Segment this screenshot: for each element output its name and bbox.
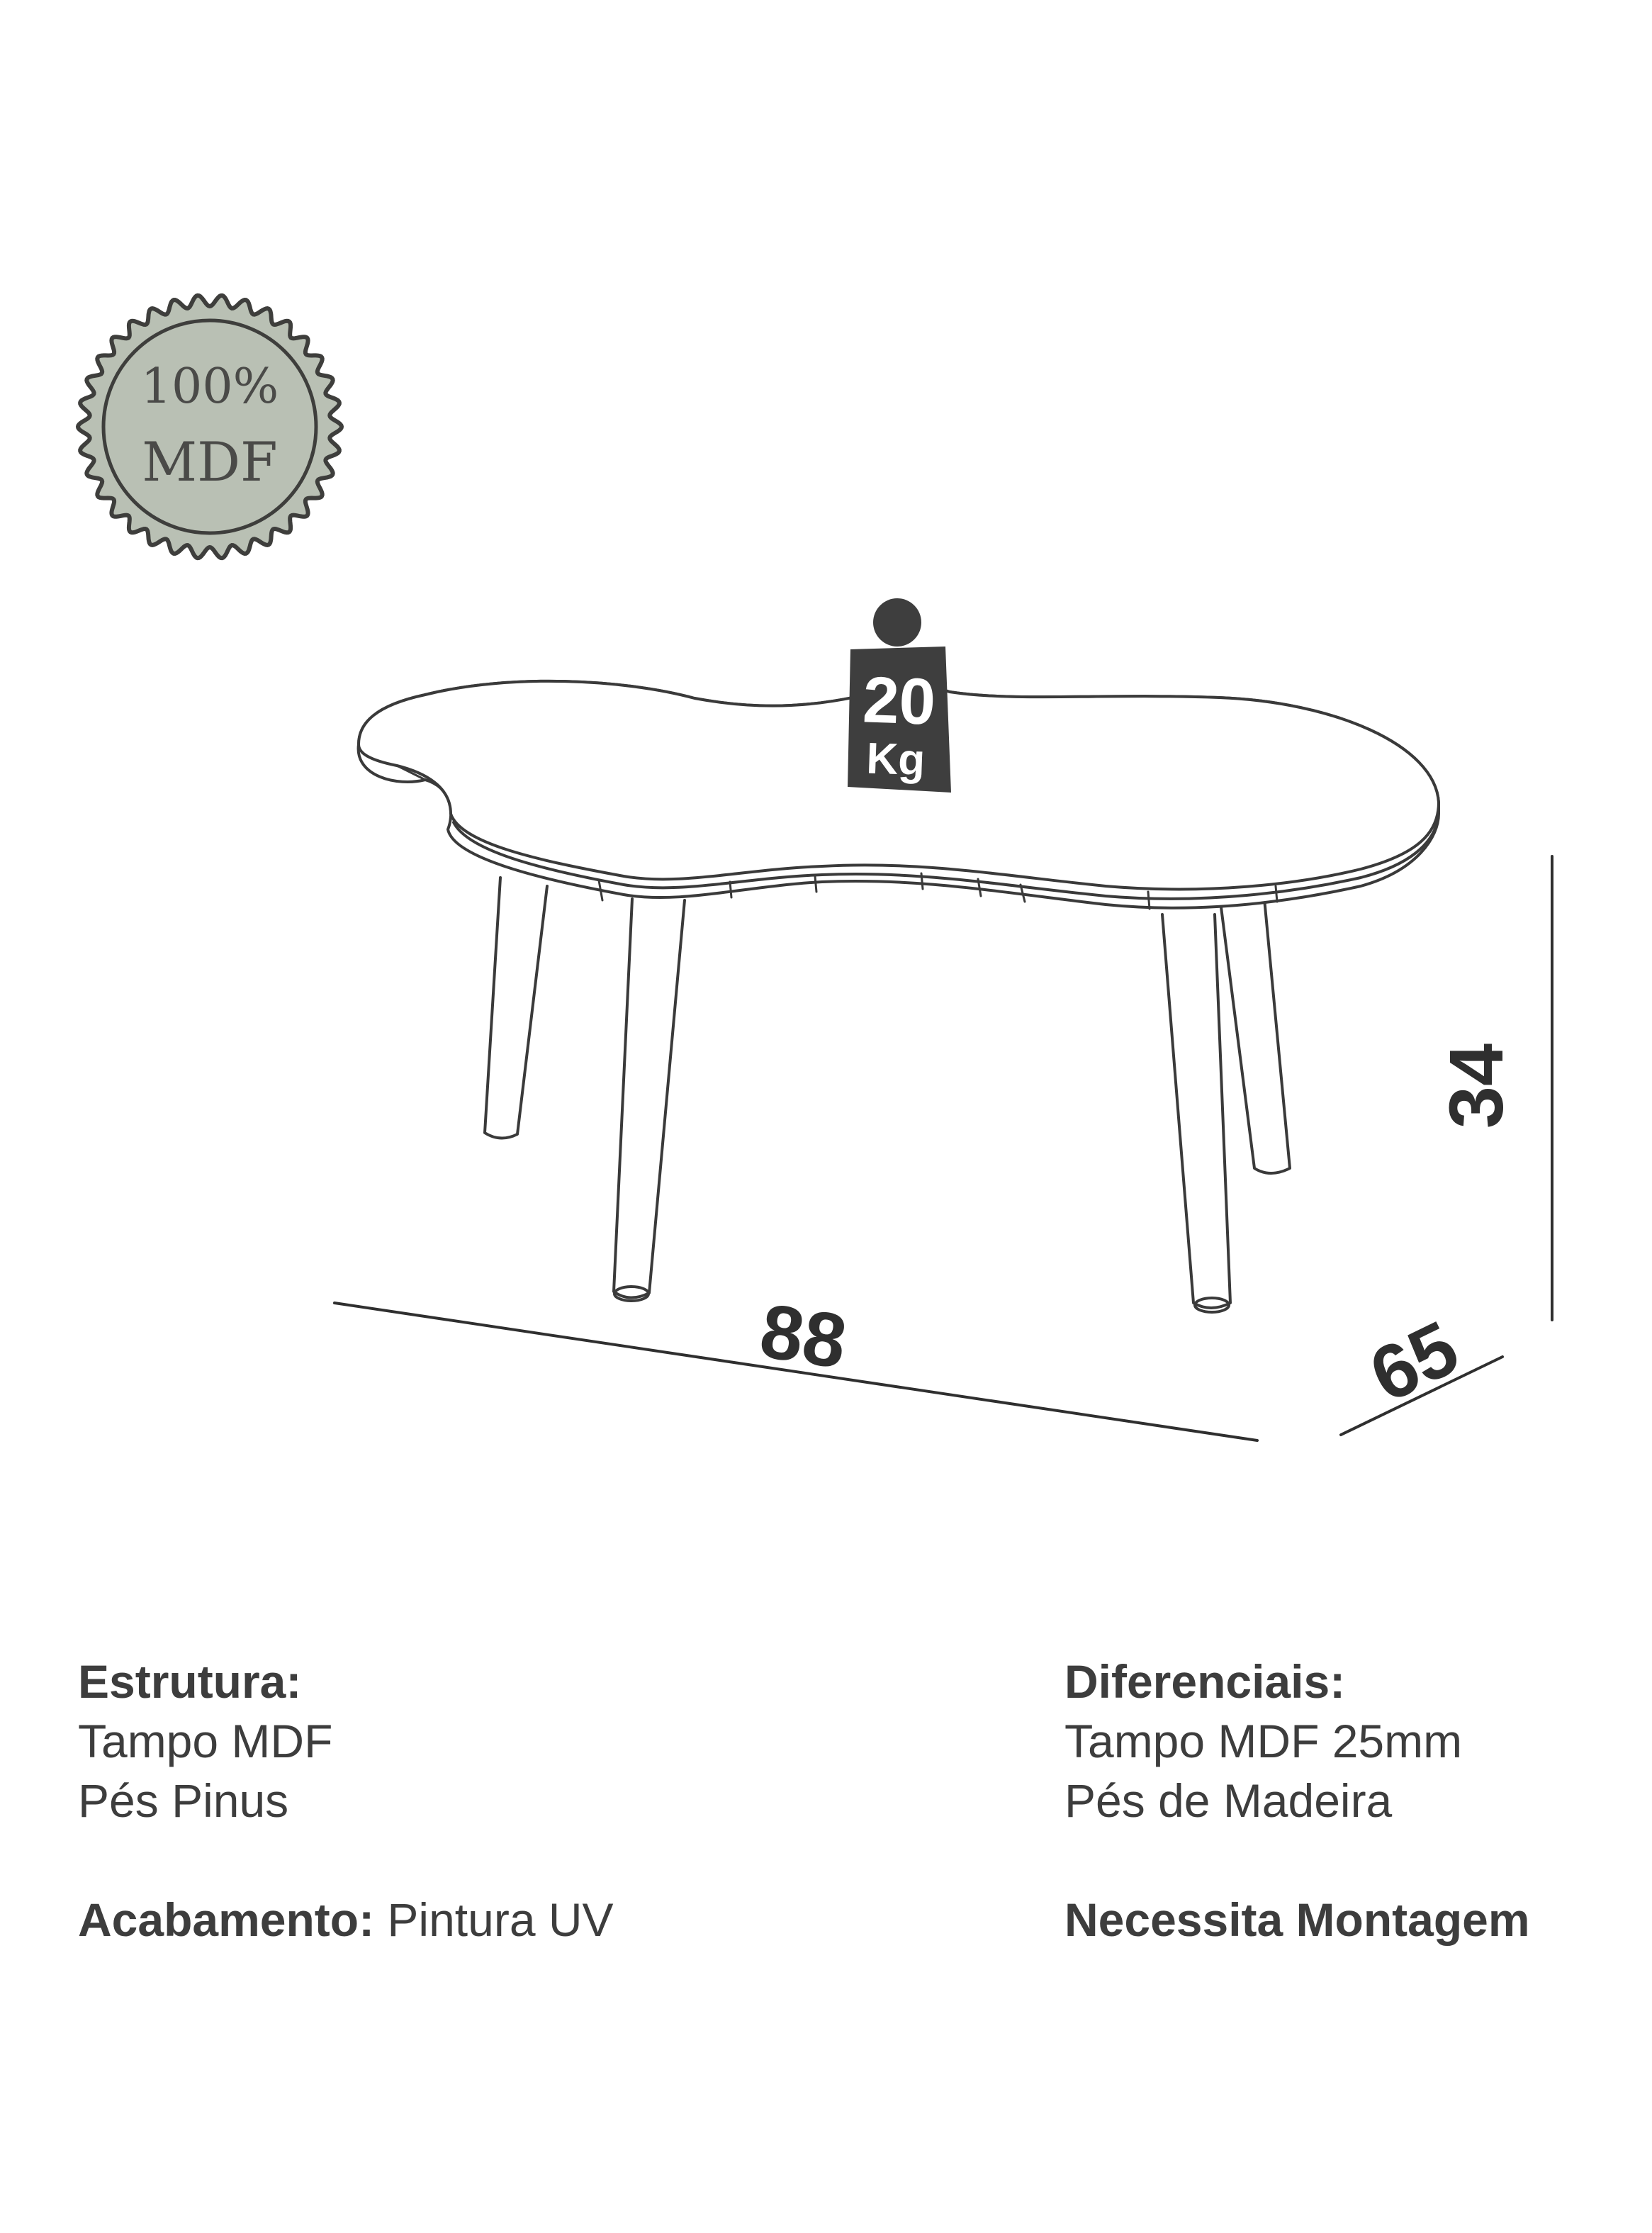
table-leg-front-right <box>1162 914 1230 1308</box>
acabamento-row <box>78 1890 614 1949</box>
weight-tag <box>848 598 951 793</box>
acabamento-label: Acabamento: <box>78 1893 375 1946</box>
dimension-height-label: 34 <box>1433 1043 1519 1129</box>
estrutura-line2: Pés Pinus <box>78 1774 289 1827</box>
specs-left-column <box>78 1652 614 1949</box>
mdf-seal <box>78 296 342 558</box>
table-leg-back-left <box>485 878 547 1138</box>
diferenciais-label: Diferenciais: <box>1064 1655 1346 1708</box>
acabamento-value: Pintura UV <box>374 1893 614 1946</box>
estrutura-label: Estrutura: <box>78 1655 302 1708</box>
dimension-depth-label: 65 <box>1356 1304 1471 1418</box>
weight-unit: Kg <box>865 734 926 785</box>
specs-right-column <box>1064 1652 1530 1949</box>
estrutura-line1: Tampo MDF <box>78 1715 333 1767</box>
dimension-width-label: 88 <box>755 1287 852 1385</box>
seal-line2: MDF <box>142 430 278 493</box>
montagem-note: Necessita Montagem <box>1064 1893 1530 1946</box>
seal-badge <box>78 296 342 558</box>
weight-tag-knob <box>873 598 921 647</box>
seal-line1: 100% <box>140 359 279 415</box>
diferenciais-line1: Tampo MDF 25mm <box>1064 1715 1463 1767</box>
diferenciais-line2: Pés de Madeira <box>1064 1774 1393 1827</box>
table-leg-front-left <box>614 899 685 1298</box>
weight-value: 20 <box>861 664 937 739</box>
table-leg-back-right <box>1220 899 1290 1173</box>
